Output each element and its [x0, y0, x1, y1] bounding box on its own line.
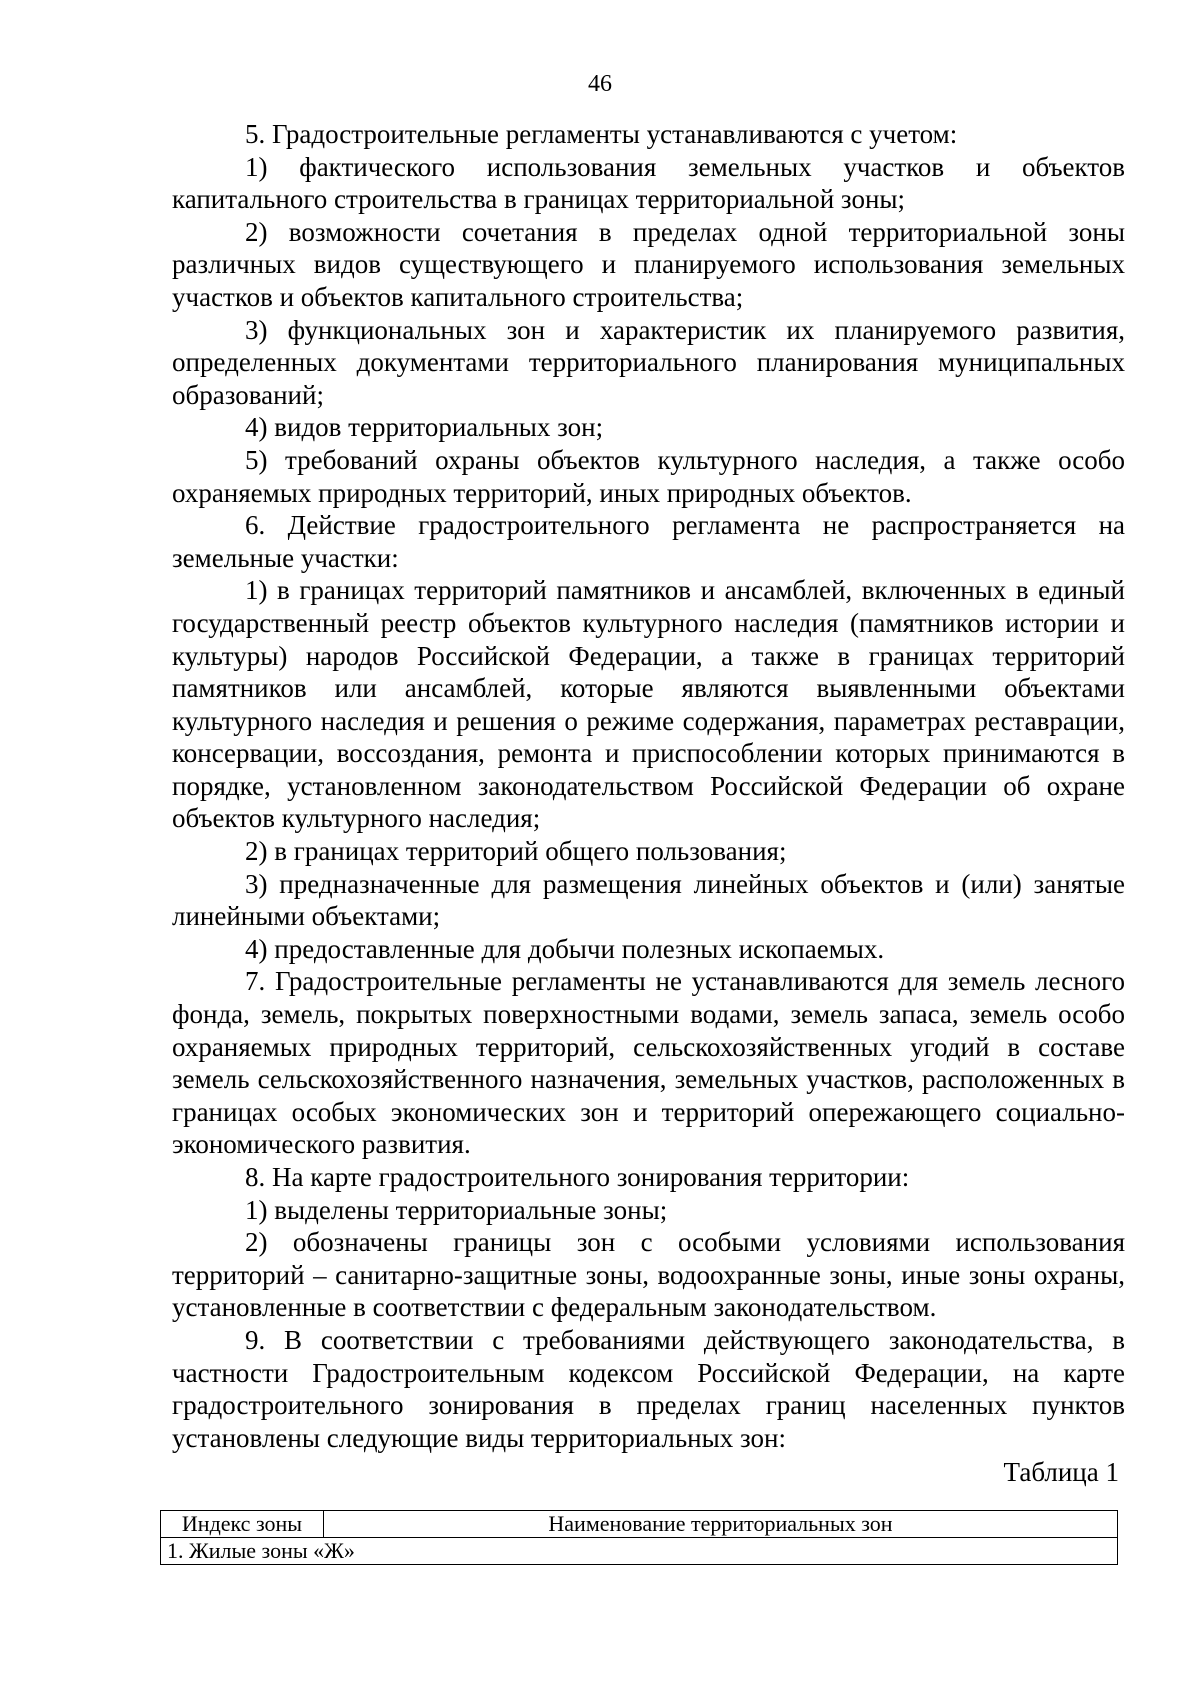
page-number: 46	[588, 71, 612, 97]
paragraph: 2) возможности сочетания в пределах одной территориальной зоны различных видов существующего и планируемого использования земельных участков и объектов капитального строительства;	[172, 216, 1125, 312]
paragraph: 8. На карте градостроительного зонирования территории:	[245, 1162, 910, 1192]
paragraph: 1) фактического использования земельных участков и объектов капитального строительства в границах территориальной зоны;	[172, 151, 1125, 215]
paragraph: 5. Градостроительные регламенты устанавливаются с учетом:	[245, 119, 958, 149]
paragraph: 9. В соответствии с требованиями действующего законодательства, в частности Градостроительным кодексом Российской Федерации, на карте градостроительного зонирования в пределах границ населенных пунктов установлены следующие виды территориальных зон:	[172, 1324, 1125, 1453]
header-zone-name: Наименование территориальных зон	[324, 1511, 1118, 1538]
table-group-row	[161, 1538, 1118, 1565]
paragraph: 1) в границах территорий памятников и ансамблей, включенных в единый государственный реестр объектов культурного наследия (памятников истории и культуры) народов Российской Федерации, а также в границах территорий памятников или ансамблей, которые являются выявленными объектами культурного наследия и решения о режиме содержания, параметрах реставрации, консервации, воссоздания, ремонта и приспособлении которых принимаются в порядке, установленном законодательством Российской Федерации об охране объектов культурного наследия;	[172, 575, 1125, 834]
paragraph: 6. Действие градостроительного регламента не распространяется на земельные участки:	[172, 510, 1125, 573]
zones-table	[160, 1510, 1118, 1565]
table-header-row	[161, 1511, 1118, 1538]
paragraph: 5) требований охраны объектов культурного наследия, а также особо охраняемых природных территорий, иных природных объектов.	[172, 444, 1125, 508]
paragraph: 3) функциональных зон и характеристик их планируемого развития, определенных документами территориального планирования муниципальных образований;	[172, 314, 1125, 410]
paragraph: 2) в границах территорий общего пользования;	[245, 836, 787, 867]
body-text	[172, 118, 1125, 1454]
paragraph: 2) обозначены границы зон с особыми условиями использования территорий – санитарно-защитные зоны, водоохранные зоны, иные зоны охраны, установленные в соответствии с федеральным законодательством.	[172, 1227, 1125, 1323]
paragraph: 3) предназначенные для размещения линейных объектов и (или) занятые линейными объектами;	[172, 868, 1125, 932]
paragraph: 4) предоставленные для добычи полезных ископаемых.	[245, 933, 885, 964]
header-zone-index: Индекс зоны	[161, 1511, 324, 1538]
paragraph: 4) видов территориальных зон;	[245, 412, 604, 443]
paragraph: 7. Градостроительные регламенты не устанавливаются для земель лесного фонда, земель, покрытых поверхностными водами, земель запаса, земель особо охраняемых природных территорий, сельскохозяйственных угодий в составе земель сельскохозяйственного назначения, земельных участков, расположенных в границах особых экономических зон и территорий опережающего социально-экономического развития.	[172, 966, 1125, 1160]
paragraph: 1) выделены территориальные зоны;	[245, 1194, 668, 1225]
group-row-label: 1. Жилые зоны «Ж»	[161, 1538, 1118, 1565]
table-caption: Таблица 1	[1003, 1457, 1119, 1487]
